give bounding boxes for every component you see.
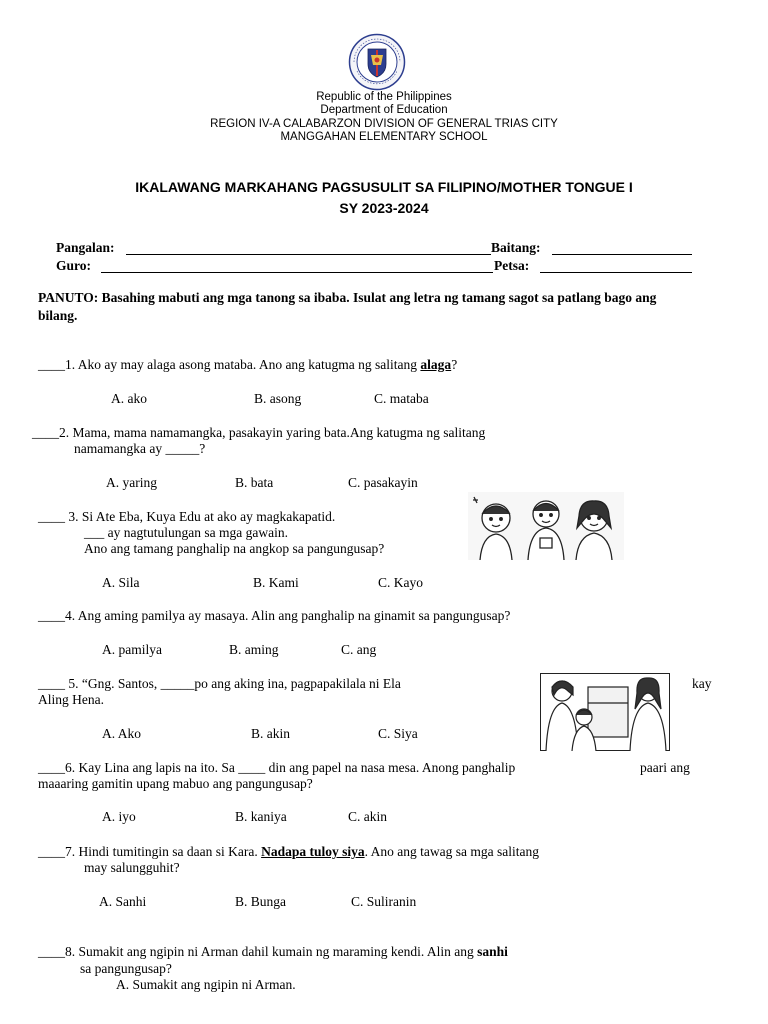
- deped-seal-icon: [348, 33, 406, 91]
- q1-option-b: B. asong: [254, 391, 302, 406]
- question-3-line3: Ano ang tamang panghalip na angkop sa pangungusap?: [84, 541, 385, 556]
- q4-option-c: C. ang: [341, 642, 377, 657]
- question-8-text: ____8. Sumakit ang ngipin ni Arman dahil kumain ng maraming kendi. Alin ang: [38, 944, 478, 959]
- name-field[interactable]: [126, 241, 491, 255]
- q8-option-a: A. Sumakit ang ngipin ni Arman.: [116, 977, 296, 992]
- question-6: ____6. Kay Lina ang lapis na ito. Sa ____ din ang papel na nasa mesa. Anong panghalip: [38, 760, 516, 775]
- grade-label: Baitang:: [491, 240, 541, 255]
- q3-option-c: C. Kayo: [378, 575, 423, 590]
- question-4: ____4. Ang aming pamilya ay masaya. Alin ang panghalip na ginamit sa pangungusap?: [38, 608, 511, 623]
- header-department: Department of Education: [320, 104, 448, 116]
- question-7-text: ____7. Hindi tumitingin sa daan si Kara.: [38, 844, 262, 859]
- q2-option-c: C. pasakayin: [348, 475, 418, 490]
- instructions-line2: bilang.: [38, 308, 78, 323]
- q5-option-a: A. Ako: [102, 726, 142, 741]
- question-5: ____ 5. “Gng. Santos, _____po ang aking ina, pagpapakilala ni Ela: [38, 676, 401, 691]
- question-7-end: . Ano ang tawag sa mga salitang: [364, 844, 539, 859]
- date-label: Petsa:: [494, 258, 530, 273]
- question-7-line2: may salungguhit?: [84, 860, 180, 875]
- question-8-line2: sa pangungusap?: [80, 961, 172, 976]
- question-6-line2: maaaring gamitin upang mabuo ang pangungusap?: [38, 776, 313, 791]
- question-2: ____2. Mama, mama namamangka, pasakayin yaring bata.Ang katugma ng salitang: [32, 425, 486, 440]
- question-1: [38, 357, 457, 373]
- teacher-label: Guro:: [56, 258, 92, 273]
- grade-field[interactable]: [552, 241, 692, 255]
- question-3: ____ 3. Si Ate Eba, Kuya Edu at ako ay magkakapatid.: [38, 509, 336, 524]
- q5-option-b: B. akin: [251, 726, 290, 741]
- question-1-end: ?: [451, 357, 458, 372]
- q6-option-c: C. akin: [348, 809, 387, 824]
- header-region: REGION IV-A CALABARZON DIVISION OF GENERAL TRIAS CITY: [210, 118, 558, 130]
- introduction-illustration: [540, 673, 670, 751]
- q7-option-b: B. Bunga: [235, 894, 287, 909]
- question-1-text: ____1. Ako ay may alaga asong mataba. Ano ang katugma ng salitang: [38, 357, 421, 372]
- question-6-continued: paari ang: [640, 760, 690, 775]
- teacher-field[interactable]: [101, 259, 493, 273]
- q2-option-a: A. yaring: [106, 475, 157, 490]
- question-5-line2: Aling Hena.: [38, 692, 104, 707]
- instructions-text: Basahing mabuti ang mga tanong sa ibaba. Isulat ang letra ng tamang sagot sa patlang bago ang: [98, 290, 657, 305]
- q7-option-a: A. Sanhi: [99, 894, 147, 909]
- name-label: Pangalan:: [56, 240, 115, 255]
- q6-option-b: B. kaniya: [235, 809, 287, 824]
- question-7-underlined: Nadapa tuloy siya: [261, 844, 365, 859]
- q4-option-b: B. aming: [229, 642, 279, 657]
- question-1-keyword: alaga: [420, 357, 452, 372]
- question-8: [38, 944, 508, 960]
- q1-option-a: A. ako: [111, 391, 147, 406]
- q6-option-a: A. iyo: [102, 809, 136, 824]
- question-5-continued: kay: [692, 676, 712, 691]
- question-7: [38, 844, 539, 860]
- question-8-keyword: sanhi: [477, 944, 508, 959]
- header-school: MANGGAHAN ELEMENTARY SCHOOL: [280, 131, 488, 143]
- date-field[interactable]: [540, 259, 692, 273]
- instructions-label: PANUTO:: [38, 290, 99, 305]
- exam-title: IKALAWANG MARKAHANG PAGSUSULIT SA FILIPINO/MOTHER TONGUE I: [135, 179, 633, 195]
- header-republic: Republic of the Philippines: [316, 91, 452, 103]
- siblings-illustration: [468, 492, 624, 560]
- q5-option-c: C. Siya: [378, 726, 418, 741]
- question-2-line2: namamangka ay _____?: [74, 441, 206, 456]
- q3-option-a: A. Sila: [102, 575, 140, 590]
- question-3-line2: ___ ay nagtutulungan sa mga gawain.: [84, 525, 288, 540]
- q7-option-c: C. Suliranin: [351, 894, 417, 909]
- instructions: [38, 290, 656, 306]
- q1-option-c: C. mataba: [374, 391, 429, 406]
- q2-option-b: B. bata: [235, 475, 274, 490]
- q4-option-a: A. pamilya: [102, 642, 162, 657]
- q3-option-b: B. Kami: [253, 575, 299, 590]
- school-year: SY 2023-2024: [339, 200, 429, 216]
